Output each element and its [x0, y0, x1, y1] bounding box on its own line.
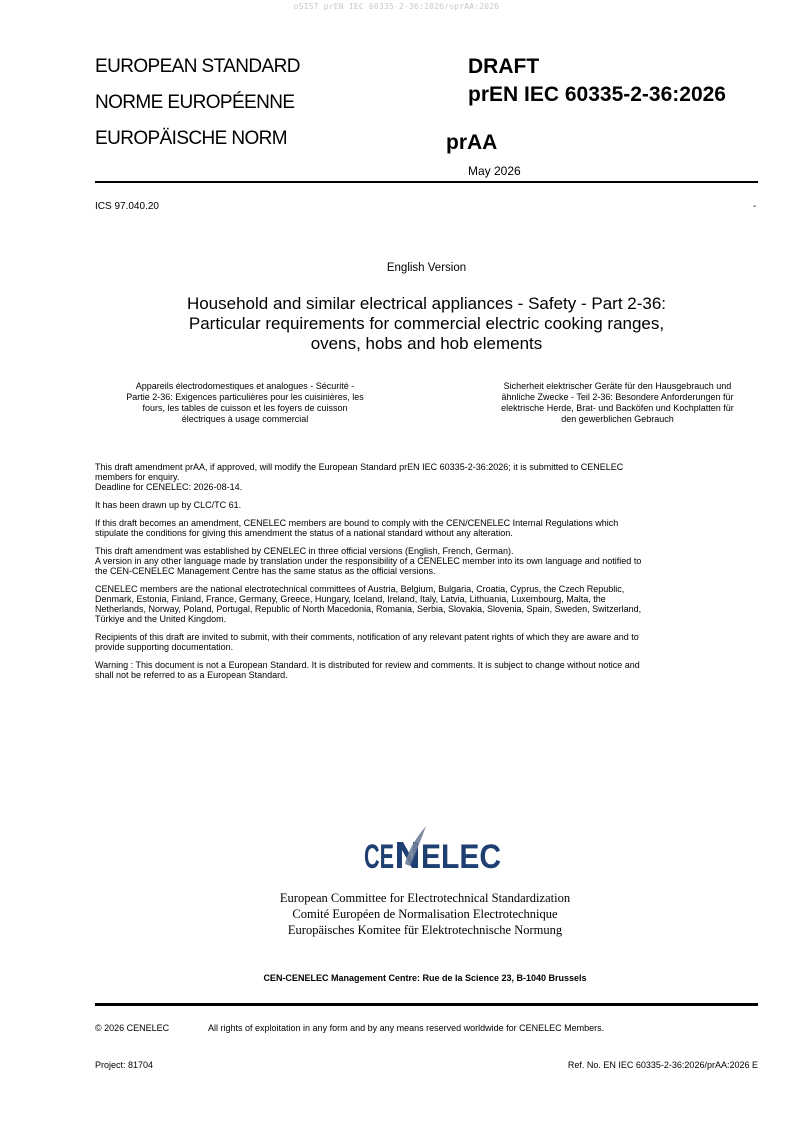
compliance-paragraph: If this draft becomes an amendment, CENELEC members are bound to comply with the CEN/CENELEC Internal Regulations which stipulate the conditions for giving this amendment the status of a national standard without any alteration.	[95, 518, 619, 538]
members-paragraph: CENELEC members are the national electrotechnical committees of Austria, Belgium, Bulgaria, Croatia, Cyprus, the Czech Republic, Denmark, Estonia, Finland, France, Germany, Greece, Hungary, Iceland, Ireland, Italy, Latvia, Lithuania, Luxembourg, Malta, the Netherlands, Norway, Poland, Portugal, Republic of North Macedonia, Romania, Serbia, Slovakia, Slovenia, Spain, Sweden, Switzerland, Türkiye and the United Kingdom.	[95, 584, 642, 624]
standard-name-de: EUROPÄISCHE NORM	[95, 128, 288, 149]
cenelec-logo	[326, 824, 526, 876]
standard-name-fr: NORME EUROPÉENNE	[95, 92, 295, 113]
header-divider	[95, 181, 758, 183]
publication-date: May 2026	[468, 164, 521, 178]
committee-names: European Committee for Electrotechnical Standardization Comité Européen de Normalisation Electrotechnique Europäisches Komitee für Elektrotechnische Normung	[279, 891, 571, 937]
french-title: Appareils électrodomestiques et analogues - Sécurité - Partie 2-36: Exigences particulières pour les cuisinières, les fours, les tables de cuisson et les foyers de cuisson électriques à usage commercial	[126, 381, 364, 424]
amendment-label: prAA	[446, 131, 498, 154]
title-line: Particular requirements for commercial electric cooking ranges,	[188, 314, 665, 333]
body-text	[95, 462, 760, 688]
title-line: Household and similar electrical appliances - Safety - Part 2-36:	[186, 294, 667, 313]
enquiry-paragraph: This draft amendment prAA, if approved, will modify the European Standard prEN IEC 60335-2-36:2026; it is submitted to CENELEC members for enquiry. Deadline for CENELEC: 2026-08-14.	[95, 462, 624, 492]
ics-code: ICS 97.040.20	[95, 201, 159, 212]
patent-paragraph: Recipients of this draft are invited to submit, with their comments, notification of any relevant patent rights of which they are aware and to provide supporting documentation.	[95, 632, 639, 652]
management-centre: CEN-CENELEC Management Centre: Rue de la Science 23, B-1040 Brussels	[263, 973, 587, 983]
german-title: Sicherheit elektrischer Geräte für den Hausgebrauch und ähnliche Zwecke - Teil 2-36: Besondere Anforderungen für elektrische Herde, Brat- und Backöfen und Kochplatten für den gewerblichen Gebrauch	[501, 381, 734, 424]
standard-number: prEN IEC 60335-2-36:2026	[468, 83, 726, 106]
footer-divider	[95, 1003, 758, 1006]
committee-paragraph: It has been drawn up by CLC/TC 61.	[95, 500, 242, 510]
project-number: Project: 81704	[95, 1060, 154, 1070]
versions-paragraph: This draft amendment was established by CENELEC in three official versions (English, French, German). A version in any other language made by translation under the responsibility of a CENELEC member into its own language and notified to the CEN-CENELEC Management Centre has the same status as the official versions.	[95, 546, 642, 576]
copyright: © 2026 CENELEC	[95, 1023, 170, 1033]
standard-name-en: EUROPEAN STANDARD	[95, 56, 300, 77]
draft-label: DRAFT	[468, 55, 540, 78]
warning-paragraph: Warning : This document is not a European Standard. It is distributed for review and comments. It is subject to change without notice and shall not be referred to as a European Standard.	[95, 660, 640, 680]
logo-letters-left: CE	[364, 838, 394, 876]
document-title	[95, 294, 758, 354]
ics-right: -	[753, 201, 757, 212]
reference-number: Ref. No. EN IEC 60335-2-36:2026/prAA:2026 E	[567, 1060, 758, 1070]
rights-statement: All rights of exploitation in any form and by any means reserved worldwide for CENELEC Members.	[208, 1023, 605, 1033]
logo-letters-right: ELEC	[421, 838, 501, 876]
language-version: English Version	[386, 262, 467, 274]
title-line: ovens, hobs and hob elements	[310, 334, 543, 353]
watermark: oSIST prEN IEC 60335-2-36:2026/oprAA:2026	[293, 2, 500, 11]
